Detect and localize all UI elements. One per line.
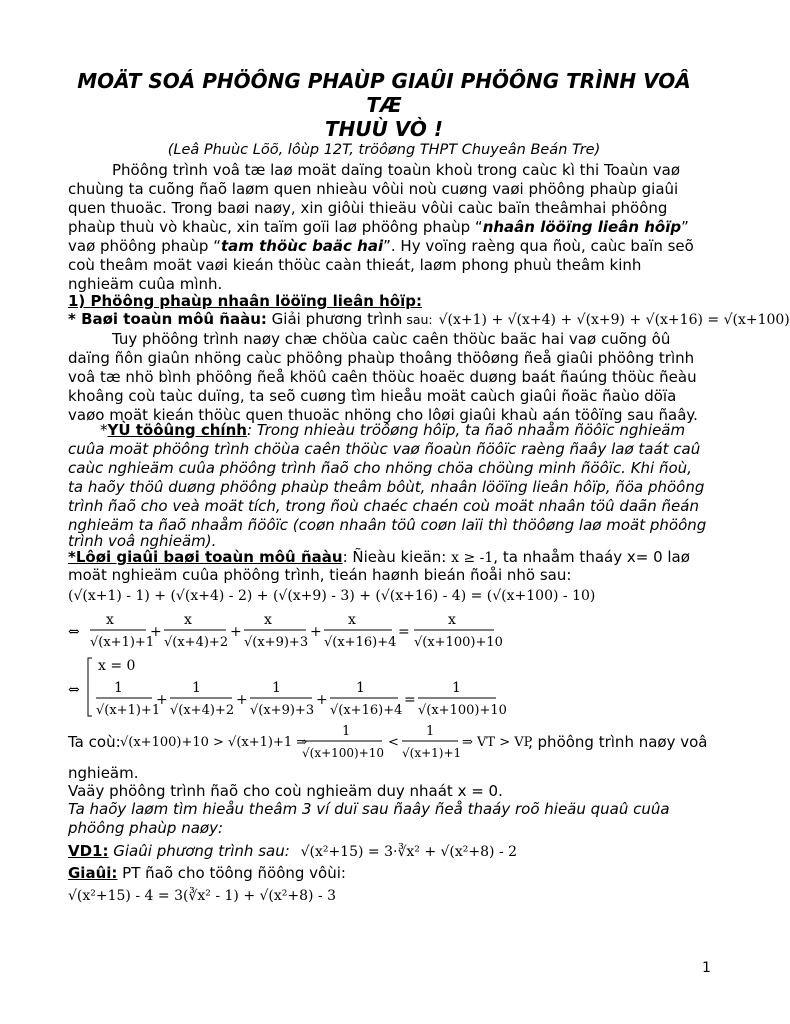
intro-line-4-quote: ” [681,218,689,236]
idea-line-5: trình ñaõ cho veà moät tích, trong ñoù chaéc chaén coù moät nhaân töû daãn ñeán [68,497,699,515]
eq3-plus-3: + [316,692,328,708]
idea-line-7: trình voâ nghieäm). [68,532,217,550]
ineq-num-1: 1 [342,724,351,739]
ineq-vt-vp: ⇒ VT > VP [462,735,533,750]
nghiem-line: nghieäm. [68,764,139,782]
eq3-num-4: 1 [356,680,365,696]
method-name-quadratic: tam thöùc baäc hai [220,237,384,255]
idea-first-text: : Trong nhieàu tröôøng hôïp, ta ñaõ nhaåm ñöôïc nghieäm [246,421,686,439]
intro-line-5-rest: ”. Hy voïng raèng qua ñoù, caùc baïn seõ [383,237,694,255]
example-line [68,310,790,329]
equation-3-system [68,654,507,720]
eq3-num-5: 1 [452,680,461,696]
giai-label: Giaûi: [68,864,118,882]
title-line-1: MOÄT SOÁ PHÖÔNG PHAÙP GIAÛI PHÖÔNG TRÌNH VOÂ [77,69,691,93]
solution-line-2: moät nghieäm cuûa phöông trình, tieán haønh bieán ñoåi nhö sau: [68,566,572,584]
eq3-num-3: 1 [272,680,281,696]
giai-line [68,864,346,882]
para2-line-2: daïng ñôn giaûn nhöng caùc phöông phaùp thoâng thöôøng ñeå giaûi phöông trình [68,349,695,367]
title-line-3: THUÙ VÒ ! [324,117,444,141]
vd1-line [68,842,517,861]
vd1-equation: √(x²+15) = 3·∛x² + √(x²+8) - 2 [300,844,518,860]
para2-line-3: voâ tæ nhö bình phöông ñeå khöû caên thöùc hoaëc duøng baát ñaúng thöùc ñeàu [68,368,697,386]
vd1-label: VD1: [68,842,109,860]
solution-label: *Lôøi giaûi baøi toaùn môû ñaàu [68,548,343,566]
eq2-num-3: x [264,612,272,628]
page-number: 1 [702,960,711,976]
eq2-den-2: √(x+4)+2 [164,635,229,650]
example-sau: sau: [402,312,433,327]
eq3-den-3: √(x+9)+3 [250,703,315,718]
eq2-den-1: √(x+1)+1 [90,635,155,650]
solution-after: , ta nhaåm thaáy x= 0 laø [493,548,690,566]
example-text: Giải phương trình [266,310,403,328]
eq2-num-1: x [106,612,114,628]
ineq-den-2: √(x+1)+1 [402,746,462,760]
intro-line-4-text: phaùp thuù vò khaùc, xin taïm goïi laø phöông phaùp “ [68,218,483,236]
eq2-den-3: √(x+9)+3 [244,635,309,650]
intro-line-2: chuùng ta cuõng ñaõ laøm quen nhieàu vôùi noù cuøng vaøi phöông phaùp giaûi [68,180,679,198]
title-line-2: TÆ [366,93,402,117]
eq2-num-4: x [348,612,356,628]
eq2-plus-1: + [150,624,162,640]
author-byline: (Leâ Phuùc Lõõ, lôùp 12T, tröôøng THPT Chuyeân Beán Tre) [167,142,601,158]
idea-line-3: caùc nghieäm cuûa phöông trình ñaõ cho nhöng chöa chöùng minh ñöôïc. Khi ñoù, [68,459,692,477]
intro-line-4 [68,218,689,236]
ineq-den-1: √(x+100)+10 [302,746,385,760]
idea-line-1: *YÙ töôûng chính: Trong nhieàu tröôøng hôïp, ta ñaõ nhaåm ñöôïc nghieäm [100,421,686,439]
eq2-den-5: √(x+100)+10 [414,635,503,650]
eq3-num-2: 1 [192,680,201,696]
eq3-den-5: √(x+100)+10 [418,703,507,718]
intro-line-5 [68,237,694,255]
vd1-text: Giaûi phương trình sau: [108,842,290,860]
eq3-plus-1: + [156,692,168,708]
eq2-num-2: x [184,612,192,628]
method-name-conjugate: nhaân lööïng lieân hôïp [482,218,682,236]
example-equation: √(x+1) + √(x+4) + √(x+9) + √(x+16) = √(x+100) [438,312,790,328]
ineq-conclusion: , phöông trình naøy voâ [528,733,708,751]
idea-line-2: cuûa moät phöông trình chöùa caên thöùc vaø ñoaùn ñöôïc raèng ñaây laø taát caû [68,440,701,458]
idea-label: YÙ töôûng chính [107,421,247,439]
system-x-equals-0: x = 0 [98,658,136,674]
idea-line-6: nghieäm ta ñaõ nhaåm ñöôïc (coøn nhaân töû coøn laïi thì thöôøng laø moät phöông [68,516,707,534]
intro-line-1: Phöông trình voâ tæ laø moät daïng toaùn khoù trong caùc kì thi Toaùn vaø [112,161,680,179]
intro-line-6: coù theâm moät vaøi kieán thöùc caàn thieát, laøm phong phuù theâm kinh [68,256,642,274]
para2-line-4: khoâng coù taùc duïng, ta seõ cuøng tìm hieåu moät caùch giaûi ñoäc ñaùo döïa [68,387,677,405]
eq2-plus-3: + [310,624,322,640]
inequality-chain [120,722,533,764]
section-1-heading: 1) Phöông phaùp nhaân lööïng lieân hôïp: [68,292,422,310]
equation-1: (√(x+1) - 1) + (√(x+4) - 2) + (√(x+9) - 3) + (√(x+16) - 4) = (√(x+100) - 10) [68,588,596,604]
ineq-lhs: √(x+100)+10 > √(x+1)+1 ⇒ [120,735,308,750]
intro-line-7: nghieäm cuûa mình. [68,275,223,293]
equiv-arrow: ⇔ [68,624,80,640]
solution-line-1 [68,548,690,567]
intro-line-3: quen thuoäc. Trong baøi naøy, xin giôùi thieäu vôùi caùc baïn theâmhai phöông [68,199,668,217]
giai-equation: √(x²+15) - 4 = 3(∛x² - 1) + √(x²+8) - 3 [68,888,337,904]
eq3-den-1: √(x+1)+1 [96,703,161,718]
ineq-less: < [388,735,399,750]
conclusion-line: Vaäy phöông trình ñaõ cho coù nghieäm duy nhaát x = 0. [68,782,503,800]
eq2-den-4: √(x+16)+4 [324,635,397,650]
solution-condition: x ≥ -1 [451,550,494,566]
para2-line-1: Tuy phöông trình naøy chæ chöùa caùc caên thöùc baäc hai vaø cuõng ôû [112,330,671,348]
ineq-num-2: 1 [426,724,435,739]
giai-text: PT ñaõ cho töông ñöông vôùi: [117,864,346,882]
example-label: * Baøi toaùn môû ñaàu: [68,310,267,328]
note-line-2: phöông phaùp naøy: [68,819,224,837]
equiv-arrow-2: ⇔ [68,682,80,698]
idea-line-4: ta haõy thöû duøng phöông phaùp theâm bôùt, nhaân lööïng lieân hôïp, ñöa phöông [68,478,705,496]
eq3-num-1: 1 [114,680,123,696]
ta-cou-label: Ta coù: [68,733,121,751]
intro-line-5-text: vaø phöông phaùp “ [68,237,221,255]
eq2-num-5: x [448,612,456,628]
para2-line-5: vaøo moät kieán thöùc quen thuoäc nhöng cho lôøi giaûi khaù aán töôïng sau ñaây. [68,406,698,424]
note-line-1: Ta haõy laøm tìm hieåu theâm 3 ví duï sau ñaây ñeå thaáy roõ hieäu quaû cuûa [68,800,670,818]
equation-2 [68,608,503,654]
eq3-den-4: √(x+16)+4 [330,703,403,718]
eq3-equals: = [404,692,416,708]
eq2-plus-2: + [230,624,242,640]
eq3-plus-2: + [236,692,248,708]
solution-text: : Ñieàu kieän: [342,548,447,566]
eq2-equals: = [398,624,410,640]
eq3-den-2: √(x+4)+2 [170,703,235,718]
